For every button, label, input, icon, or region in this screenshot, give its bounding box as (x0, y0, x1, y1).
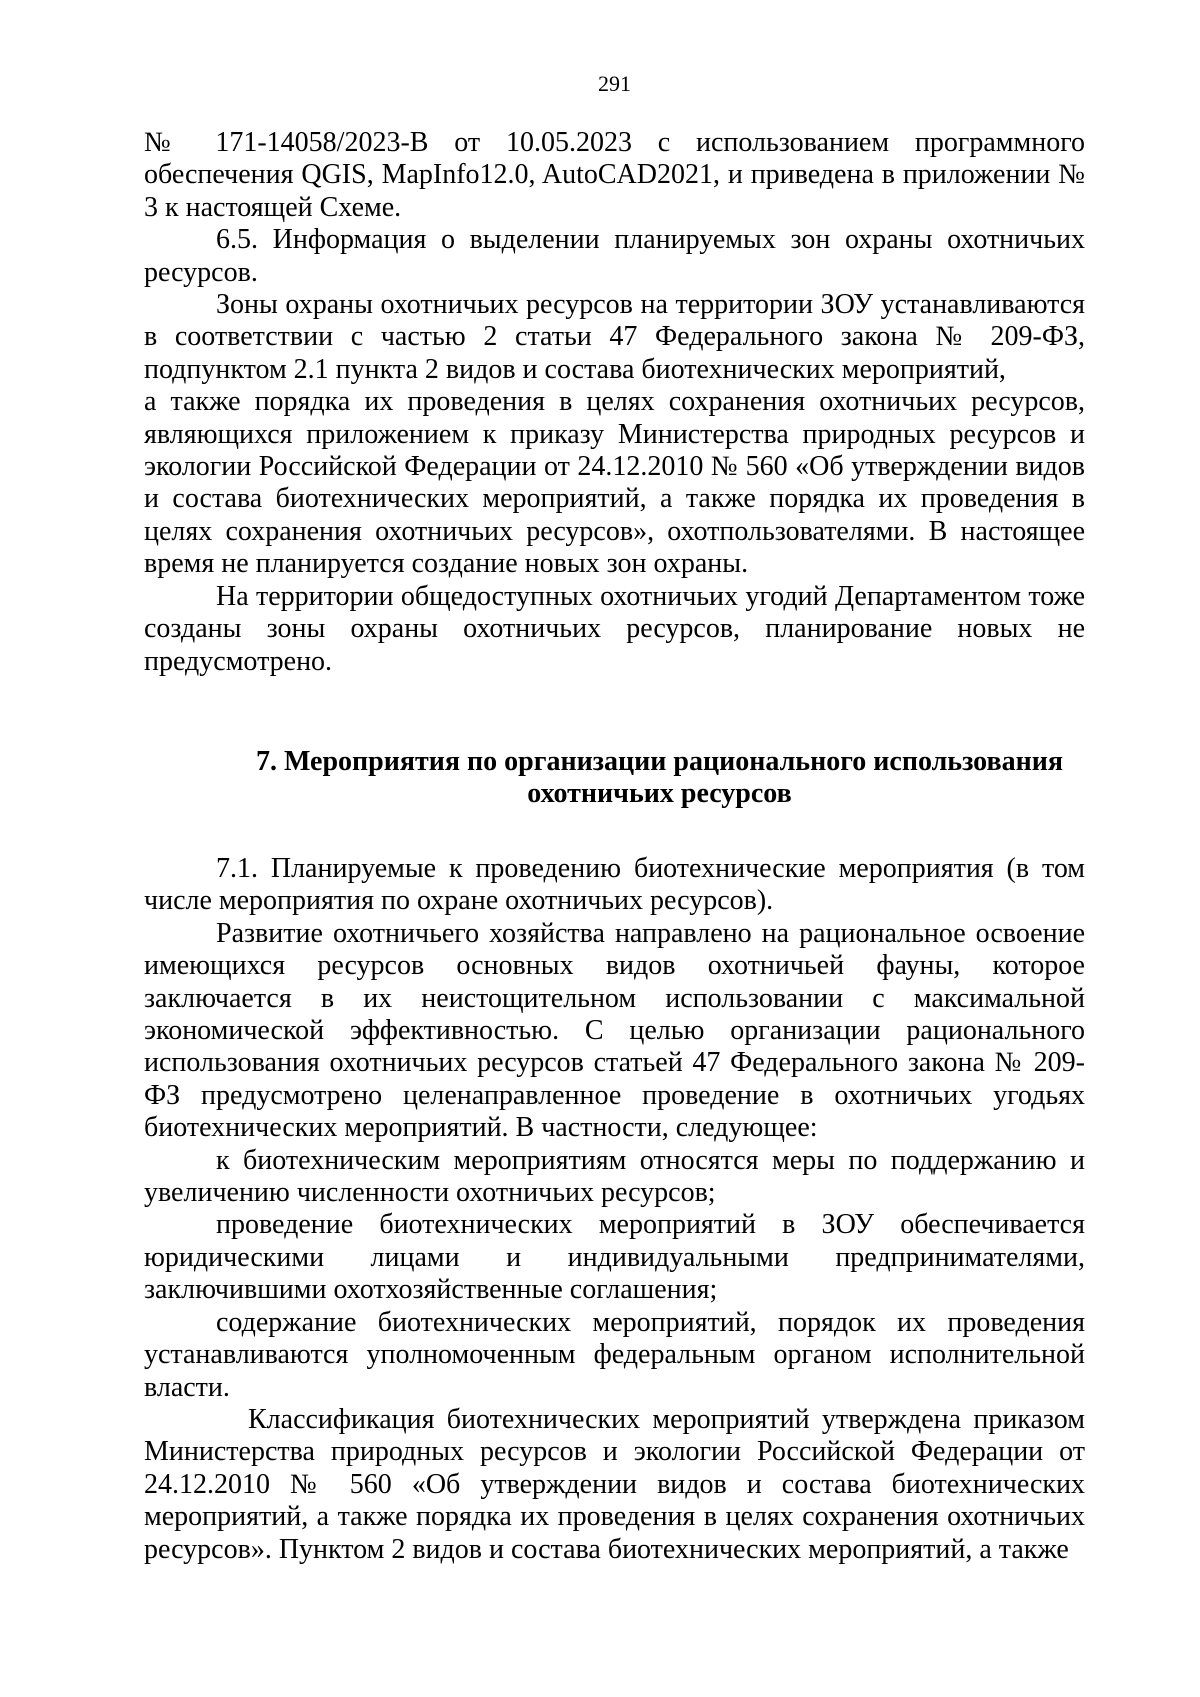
body-text-top (144, 127, 1085, 678)
paragraph-continuation: № 171-14058/2023-В от 10.05.2023 с использованием программного обеспечения QGIS, MapInfo12.0, AutoCAD2021, и приведена в приложении № 3 к настоящей Схеме. (144, 127, 1085, 223)
section-heading: 7. Мероприятия по организации рационального использования охотничьих ресурсов (255, 746, 1064, 810)
body-text-bottom (144, 853, 1085, 1566)
page-number: 291 (598, 71, 631, 96)
paragraph-7-1: 7.1. Планируемые к проведению биотехнические мероприятия (в том числе мероприятия по охране охотничьих ресурсов). (144, 853, 1085, 917)
paragraph-content: содержание биотехнических мероприятий, порядок их проведения устанавливаются уполномоченным федеральным органом исполнительной власти. (144, 1306, 1085, 1403)
paragraph-implementation: проведение биотехнических мероприятий в ЗОУ обеспечивается юридическими лицами и индивидуальными предпринимателями, заключившими охотхозяйственные соглашения; (144, 1209, 1085, 1306)
paragraph-public-lands: На территории общедоступных охотничьих угодий Департаментом тоже созданы зоны охраны охотничьих ресурсов, планирование новых не предусмотрено. (144, 580, 1085, 677)
paragraph-measures: к биотехническим мероприятиям относятся меры по поддержанию и увеличению численности охотничьих ресурсов; (144, 1144, 1085, 1209)
paragraph-zones: Зоны охраны охотничьих ресурсов на территории ЗОУ устанавливаются в соответствии с частью 2 статьи 47 Федерального закона № 209-ФЗ, подпунктом 2.1 пункта 2 видов и состава биотехнических мероприятий, (144, 289, 1085, 385)
paragraph-6-5: 6.5. Информация о выделении планируемых зон охраны охотничьих ресурсов. (144, 224, 1085, 288)
paragraph-classification: Классификация биотехнических мероприятий утверждена приказом Министерства природных ресурсов и экологии Российской Федерации от 24.12.2010 № 560 «Об утверждении видов и состава биотехнических мероприятий, а также порядка их проведения в целях сохранения охотничьих ресурсов». Пунктом 2 видов и состава биотехнических мероприятий, а также (144, 1403, 1085, 1565)
paragraph-order: а также порядка их проведения в целях сохранения охотничьих ресурсов, являющихся приложением к приказу Министерства природных ресурсов и экологии Российской Федерации от 24.12.2010 № 560 «Об утверждении видов и состава биотехнических мероприятий, а также порядка их проведения в целях сохранения охотничьих ресурсов», охотпользователями. В настоящее время не планируется создание новых зон охраны. (144, 386, 1085, 580)
paragraph-development: Развитие охотничьего хозяйства направлено на рациональное освоение имеющихся ресурсов основных видов охотничьей фауны, которое заключается в их неистощительном использовании с максимальной экономической эффективностью. С целью организации рационального использования охотничьих ресурсов статьей 47 Федерального закона № 209-ФЗ предусмотрено целенаправленное проведение в охотничьих угодьях биотехнических мероприятий. В частности, следующее: (144, 917, 1085, 1144)
